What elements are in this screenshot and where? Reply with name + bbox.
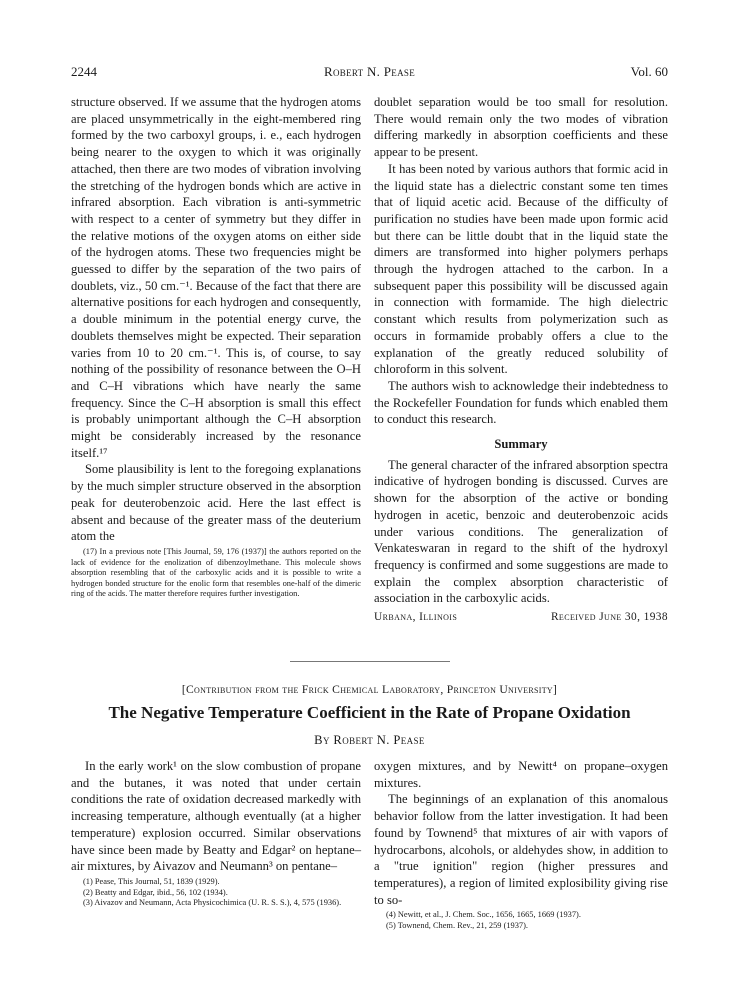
paragraph: oxygen mixtures, and by Newitt⁴ on propane–oxygen mixtures.	[374, 759, 668, 790]
paragraph: The beginnings of an explanation of this anomalous behavior follow from the latter investigation. It had been found by Townend⁵ that mixtures of air with vapors of hydrocarbons, alcohols, or aldehydes show, in addition to a "true ignition" region (higher pressures and temperatures), a region of limited explosibility giving rise to so-	[374, 792, 668, 907]
paragraph: It has been noted by various authors that formic acid in the liquid state has a dielectric constant some ten times that of liquid acetic acid. Because of the difficulty of purification no studies have been made upon formic acid but there can be little doubt that in the liquid state the dimers are transformed into higher polymers perhaps through the hydrogen attached to the carbon. In a subsequent paper this possibility will be discussed again in connection with formamide. The high dielectric constant which results from polymerization such as occurs in formamide probably offers a clue to the explanation of the greatly reduced solubility of chloroform in this solvent.	[374, 161, 668, 377]
footnote-4: (4) Newitt, et al., J. Chem. Soc., 1656, 1665, 1669 (1937).	[386, 910, 581, 920]
contribution-line: [Contribution from the Frick Chemical Laboratory, Princeton University]	[181, 683, 558, 696]
footnote-text: (17) In a previous note [This Journal, 59, 176 (1937)] the authors reported on the lack of evidence for the enolization of dibenzoylmethane. This molecule shows absorption resembling that of the carboxylic acids and it is possible to write a hydrogen bonded structure for the enolic form that resembles one-half of the dimeric ring of the acids. The matter therefore requires further investigation.	[71, 546, 361, 599]
received-date: Received June 30, 1938	[550, 611, 668, 624]
paragraph: The authors wish to acknowledge their indebtedness to the Rockefeller Foundation for funds which enabled them to conduct this research.	[374, 378, 668, 427]
place-label: Urbana, Illinois	[374, 611, 458, 624]
footnotes	[374, 910, 668, 931]
byline: By Robert N. Pease	[314, 733, 425, 747]
paragraph: doublet separation would be too small for resolution. There would remain only the two modes of vibration differing markedly in absorption coefficients and these appear to be present.	[374, 95, 668, 160]
article-column-left	[71, 758, 361, 909]
summary-heading: Summary	[494, 437, 548, 452]
page-header	[71, 64, 668, 82]
running-title: Robert N. Pease	[324, 64, 415, 79]
signature-line	[374, 609, 668, 626]
paragraph: structure observed. If we assume that the hydrogen atoms are placed unsymmetrically in the eight-membered ring formed by the two carboxyl groups, i. e., each hydrogen being nearer to the oxygen to which it was originally attached, then there are two modes of vibration involving the stretching of the hydrogen bonds which are active in infrared absorption. Each vibration is anti-symmetric with respect to a center of symmetry but they differ in the relative motions of the oxygen atoms on either side of the hydrogen atoms. These two frequencies might be guessed to differ by the separation of the two pairs of doublets, viz., 50 cm.⁻¹. Because of the fact that there are alternative positions for each hydrogen and consequently, a double minimum in the potential energy curve, the doublets themselves might be expected. Their separation varies from 10 to 20 cm.⁻¹. This is, of course, to say nothing of the possibility of resonance between the O–H and C–H vibrations which have nearly the same frequency. Since the C–H absorption is small this effect is probably unimportant although the C–H absorption might be considerably increased by the resonance itself.¹⁷	[71, 95, 361, 460]
article-column-right	[374, 758, 668, 932]
summary-paragraph: The general character of the infrared absorption spectra indicative of hydrogen bonding is discussed. Curves are shown for the absorption of the active or bonding hydrogen in acetic, benzoic and deuterobenzoic acids under various conditions. The generalization of Venkateswaran in regard to the shift of the hydroxyl frequency is confirmed and some suggestions are made to explain the complex absorption characteristic of association in the carboxylic acids.	[374, 457, 668, 606]
footnotes	[71, 877, 361, 909]
article-title: The Negative Temperature Coefficient in the Rate of Propane Oxidation	[108, 703, 631, 722]
footnote-3: (3) Aivazov and Neumann, Acta Physicochimica (U. R. S. S.), 4, 575 (1936).	[83, 898, 342, 908]
section-divider	[290, 661, 450, 662]
footnote-5: (5) Townend, Chem. Rev., 21, 259 (1937).	[386, 920, 529, 930]
volume-label: Vol. 60	[630, 64, 668, 79]
paragraph: Some plausibility is lent to the foregoing explanations by the much simpler structure observed in the absorption peak for deuterobenzoic acid. Here the last effect is absent and because of the greater mass of the deuterium atom the	[71, 462, 361, 544]
footnote-1: (1) Pease, This Journal, 51, 1839 (1929).	[83, 876, 220, 886]
paragraph: In the early work¹ on the slow combustion of propane and the butanes, it was noted that under certain conditions the rate of oxidation decreased markedly with increasing temperature, although eventually (at a higher temperature) explosion occurred. Similar observations have since been made by Beatty and Edgar² on heptane–air mixtures, by Aivazov and Neumann³ on pentane–	[71, 759, 361, 874]
footnote-17	[71, 547, 361, 600]
top-column-right	[374, 94, 668, 626]
top-column-left	[71, 94, 361, 600]
footnote-2: (2) Beatty and Edgar, ibid., 56, 102 (1934).	[83, 887, 228, 897]
page-number: 2244	[71, 64, 97, 79]
